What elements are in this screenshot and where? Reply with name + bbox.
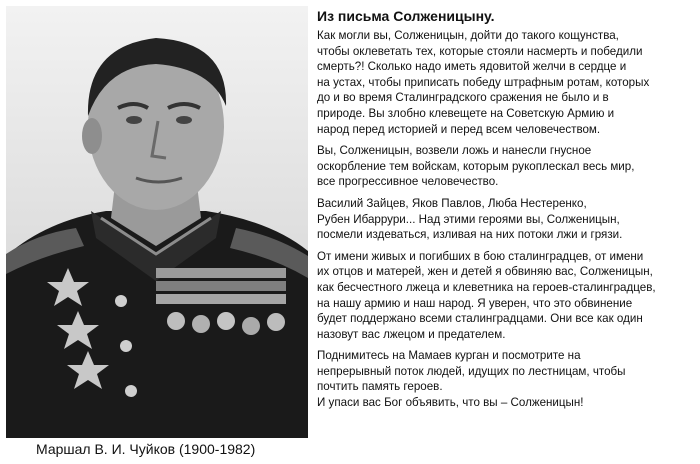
letter-title: Из письма Солженицыну. [317,8,495,24]
letter-paragraph: Василий Зайцев, Яков Павлов, Люба Нестеренко, Рубен Ибаррури... Над этими героями вы, Солженицын, посмели издеваться, изливая на них потоки лжи и грязи. [317,196,623,242]
letter-paragraph: Поднимитесь на Мамаев курган и посмотрите на непрерывный поток людей, идущих по лестницам, чтобы почтить память героев. И упаси вас Бог объявить, что вы – Солженицын! [317,349,626,410]
portrait-caption: Маршал В. И. Чуйков (1900-1982) [36,441,256,457]
letter-paragraph: От имени живых и погибших в бою сталинградцев, от имени их отцов и матерей, жен и детей я обвиняю вас, Солженицын, как бесчестного лжеца и клеветника на героев-сталинградцев, на нашу армию и наш народ. Я уверен, что это обвинение будет поддержано всеми сталинградцами. Они все как один назовут вас лжецом и предателем. [317,249,656,341]
letter-paragraph: Как могли вы, Солженицын, дойти до такого кощунства, чтобы оклеветать тех, которые стояли насмерть и победили смерть?! Сколько надо иметь ядовитой желчи в сердце и на устах, чтобы приписать победу штрафным ротам, которых до и во время Сталинградского сражения не было и в природе. Вы злобно клевещете на Советскую Армию и народ перед историей и перед всем человечеством. [317,29,650,136]
letter-paragraph: Вы, Солженицын, возвели ложь и нанесли гнусное оскорбление тем войскам, которым рукоплескал весь мир, все прогрессивное человечество. [317,144,635,189]
portrait-illustration [6,6,308,438]
portrait-photo [6,6,308,438]
letter-text-block [317,8,697,417]
